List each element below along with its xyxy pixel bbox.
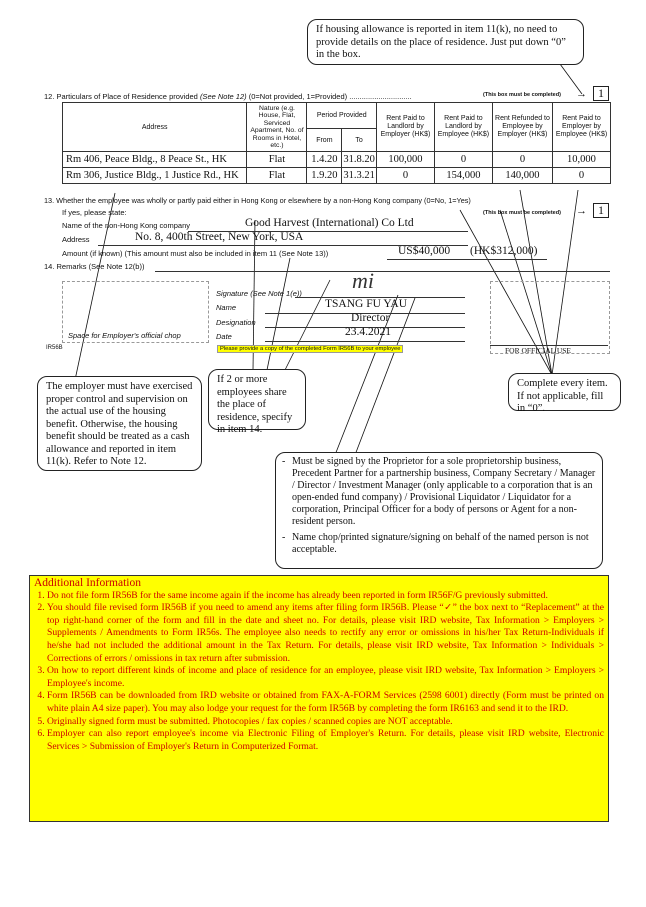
row-rent-landlord-employer[interactable]: 100,000 bbox=[377, 152, 435, 168]
complete-every-item-callout bbox=[508, 373, 621, 414]
signer-requirement-2: Name chop/printed signature/signing on behalf of the named person is not acceptable. bbox=[292, 532, 589, 555]
col-from-header: From bbox=[307, 129, 342, 152]
designation-field[interactable]: Director bbox=[351, 312, 390, 324]
additional-info-item: 4. Form IR56B can be downloaded from IRD website or obtained from FAX-A-FORM Services (2598 6001) directly (Form must be printed on white plain A4 size paper). You may also lodge your request for the form IR56B by completing the form IR6163 and send it to the IRD. bbox=[47, 690, 604, 715]
row-address[interactable]: Rm 406, Peace Bldg., 8 Peace St., HK bbox=[63, 152, 247, 168]
item-13-arrow: → bbox=[576, 205, 587, 217]
col-rent-landlord-employer-header: Rent Paid to Landlord by Employer (HK$) bbox=[377, 103, 435, 152]
item-13-label: 13. Whether the employee was wholly or partly paid either in Hong Kong or elsewhere by a non-Hong Kong company (0=No, 1=Yes) bbox=[44, 196, 471, 205]
shared-residence-callout bbox=[208, 369, 306, 435]
additional-info-item: 3. On how to report different kinds of income and place of residence for an employee, please visit IRD website, Tax Information > Employers > Employee's income. bbox=[47, 665, 604, 690]
signer-requirement-1: Must be signed by the Proprietor for a sole proprietorship business, Precedent Partner for a partnership business, Company Secretary / Manager / Director / Investment Manager (only applicable to a corporation that is an open-ended fund company) / Provisional Liquidator / Liquidator for a corporation, Principal Officer for a body of persons or Agent for a non-resident person. bbox=[292, 456, 596, 527]
shared-residence-callout-text: If 2 or more employees share the place of residence, specify in item 14. bbox=[217, 374, 293, 435]
amount-line bbox=[387, 259, 547, 260]
name-label: Name bbox=[216, 303, 237, 312]
date-line bbox=[265, 341, 465, 342]
signature-mark[interactable]: mi bbox=[352, 268, 374, 293]
row-rent-employer[interactable]: 10,000 bbox=[552, 152, 610, 168]
signer-requirements-callout bbox=[275, 452, 603, 569]
row-address[interactable]: Rm 306, Justice Bldg., 1 Justice Rd., HK bbox=[63, 168, 247, 184]
company-name-label: Name of the non-Hong Kong company bbox=[62, 221, 190, 230]
amount-field[interactable]: US$40,000 bbox=[398, 245, 451, 257]
date-field[interactable]: 23.4.2021 bbox=[345, 326, 391, 338]
name-field[interactable]: TSANG FU YAU bbox=[325, 298, 407, 310]
item-13-box-note: (This box must be completed) bbox=[483, 210, 561, 216]
employer-supervision-callout bbox=[37, 376, 202, 471]
designation-label: Designation bbox=[216, 318, 256, 327]
row-rent-landlord-employee[interactable]: 0 bbox=[434, 152, 492, 168]
company-address-field[interactable]: No. 8, 400th Street, New York, USA bbox=[135, 231, 304, 243]
table-row bbox=[63, 152, 611, 168]
item-12-legend: (0=Not provided, 1=Provided) .............................. bbox=[248, 92, 412, 101]
remarks-line[interactable] bbox=[155, 271, 610, 272]
row-rent-employer[interactable]: 0 bbox=[552, 168, 610, 184]
item-12-box-note: (This box must be completed) bbox=[483, 92, 561, 98]
additional-information-list bbox=[34, 590, 604, 754]
housing-allowance-callout bbox=[307, 19, 584, 65]
item-12-see-note: (See Note 12) bbox=[199, 92, 247, 101]
col-rent-employer-header: Rent Paid to Employer by Employee (HK$) bbox=[552, 103, 610, 152]
row-nature[interactable]: Flat bbox=[247, 168, 307, 184]
additional-info-item: 2. You should file revised form IR56B if you need to amend any items after filing form IR56B. Please “✓” the box next to “Replacement” at the top right-hand corner of the form and fill in the date and sheet no. For details, please visit IRD website, Tax Information > Employers > Supplements / Amendments to Form IR56s. The employee also needs to rectify any error or omissions in his/her Tax Return-Individuals if he/she had not included the additional amount in the Tax Return. For details, please visit IRD website, Tax Information > Individuals > Corrections of errors / omissions in tax return after submission. bbox=[47, 602, 604, 665]
form-code: IR56B bbox=[46, 345, 63, 351]
signature-label: Signature (See Note 1(e)) bbox=[216, 289, 302, 298]
col-rent-landlord-employee-header: Rent Paid to Landlord by Employee (HK$) bbox=[434, 103, 492, 152]
row-from[interactable]: 1.4.20 bbox=[307, 152, 342, 168]
employee-copy-reminder: Please provide a copy of the completed Form IR56B to your employee bbox=[217, 345, 403, 353]
table-row bbox=[63, 168, 611, 184]
row-from[interactable]: 1.9.20 bbox=[307, 168, 342, 184]
additional-information-box bbox=[29, 575, 609, 822]
item-14-label: 14. Remarks (See Note 12(b)) bbox=[44, 262, 145, 271]
col-to-header: To bbox=[342, 129, 377, 152]
row-rent-refunded[interactable]: 140,000 bbox=[492, 168, 552, 184]
col-nature-header: Nature (e.g. House, Flat, Serviced Apartment, No. of Rooms in Hotel, etc.) bbox=[247, 103, 307, 152]
complete-every-item-callout-text: Complete every item. If not applicable, fill in “0”. bbox=[517, 378, 608, 414]
row-to[interactable]: 31.8.20 bbox=[342, 152, 377, 168]
item-13-box[interactable]: 1 bbox=[593, 203, 609, 218]
date-label: Date bbox=[216, 332, 232, 341]
employer-chop-label: Space for Employer's official chop bbox=[68, 331, 181, 340]
official-use-label: FOR OFFICIAL USE bbox=[505, 346, 571, 355]
official-use-box bbox=[490, 281, 610, 354]
col-address-header: Address bbox=[63, 103, 247, 152]
additional-info-item: 5. Originally signed form must be submitted. Photocopies / fax copies / scanned copies are NOT acceptable. bbox=[47, 716, 604, 729]
additional-information-title: Additional Information bbox=[34, 577, 141, 589]
row-rent-refunded[interactable]: 0 bbox=[492, 152, 552, 168]
company-address-label: Address bbox=[62, 235, 90, 244]
amount-hk-field[interactable]: (HK$312,000) bbox=[470, 245, 538, 257]
col-period-header: Period Provided bbox=[307, 103, 377, 129]
item-12-arrow: → bbox=[576, 88, 587, 100]
housing-allowance-callout-text: If housing allowance is reported in item 11(k), no need to provide details on the place of residence. Just put down “0” in the box. bbox=[316, 24, 566, 60]
company-name-field[interactable]: Good Harvest (International) Co Ltd bbox=[245, 217, 414, 229]
col-rent-refunded-header: Rent Refunded to Employee by Employer (HK$) bbox=[492, 103, 552, 152]
row-rent-landlord-employee[interactable]: 154,000 bbox=[434, 168, 492, 184]
item-12-label: 12. Particulars of Place of Residence provided bbox=[44, 92, 198, 101]
item-12-heading bbox=[44, 92, 412, 101]
row-nature[interactable]: Flat bbox=[247, 152, 307, 168]
additional-info-item: 6. Employer can also report employee's income via Electronic Filing of Employer's Return. For details, please visit IRD website, Electronic Services > Submission of Employer's Return in Computerized Format. bbox=[47, 728, 604, 753]
item-12-box[interactable]: 1 bbox=[593, 86, 609, 101]
item-13-if-yes: If yes, please state: bbox=[62, 208, 127, 217]
residence-table bbox=[62, 102, 611, 184]
bullet-icon: - bbox=[282, 532, 286, 543]
row-rent-landlord-employer[interactable]: 0 bbox=[377, 168, 435, 184]
amount-label: Amount (if known) (This amount must also be included in item 11 (See Note 13)) bbox=[62, 249, 329, 258]
bullet-icon: - bbox=[282, 456, 286, 467]
row-to[interactable]: 31.3.21 bbox=[342, 168, 377, 184]
additional-info-item: 1. Do not file form IR56B for the same income again if the income has already been reported in form IR56F/G previously submitted. bbox=[47, 590, 604, 603]
employer-supervision-callout-text: The employer must have exercised proper control and supervision on the actual use of the housing benefit. Otherwise, the housing benefit should be treated as a cash allowance and reported in item 11(k). Refer to Note 12. bbox=[46, 381, 193, 467]
